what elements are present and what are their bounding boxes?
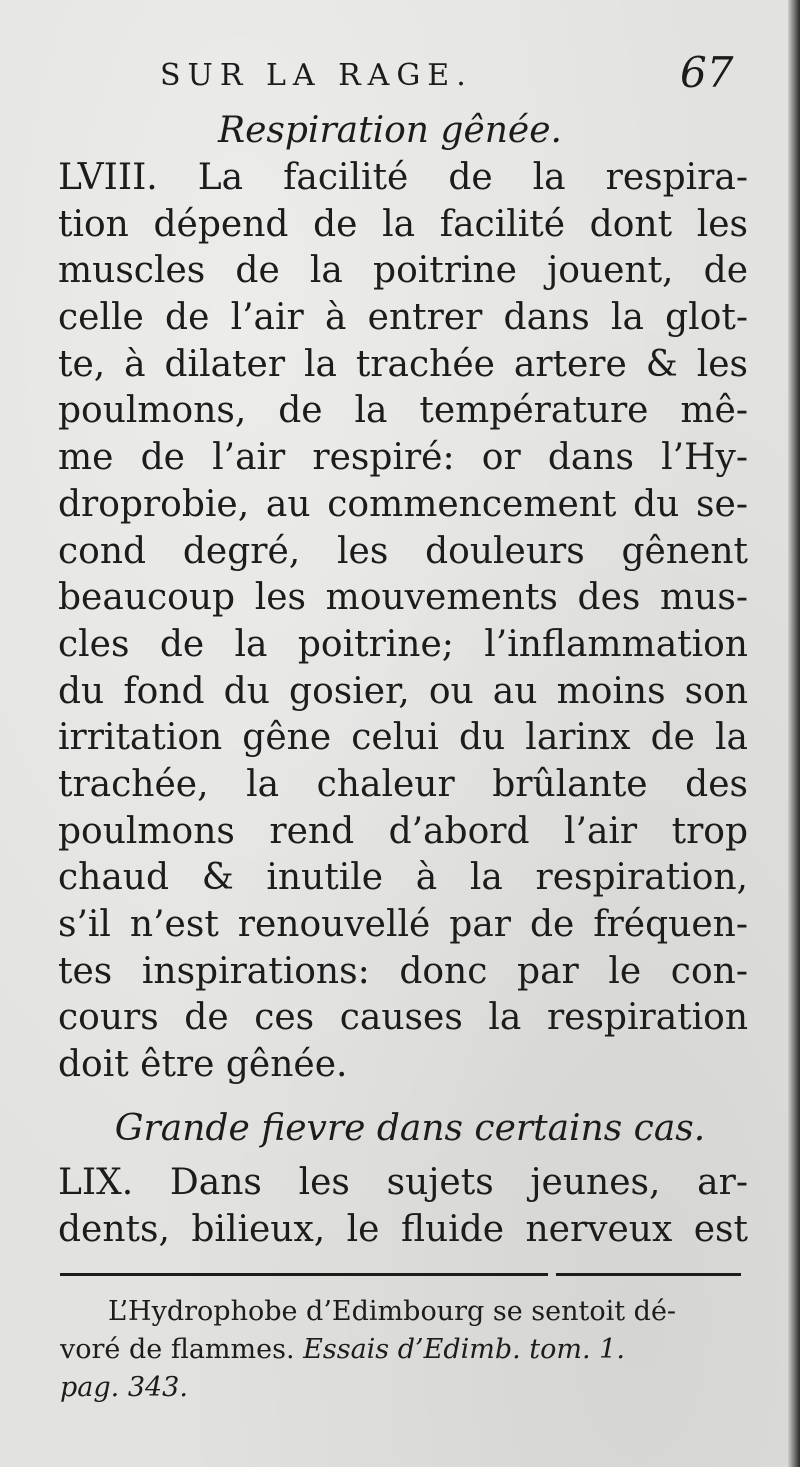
text-line: LIX. Dans les sujets jeunes, ar- xyxy=(58,1162,748,1203)
footnote-line xyxy=(60,1331,750,1369)
footnote-page-ref: pag. 343. xyxy=(60,1372,188,1403)
footnote-text: voré de flammes. xyxy=(60,1334,295,1365)
footnote-line: L’Hydrophobe d’Edimbourg se sentoit dé- xyxy=(108,1296,677,1327)
text-line: du fond du gosier, ou au moins son xyxy=(58,670,748,712)
text-line: chaud & inutile à la respiration, xyxy=(58,857,748,899)
text-line: poulmons rend d’abord l’air trop xyxy=(58,810,748,852)
text-line: tes inspirations: donc par le con- xyxy=(58,950,748,992)
text-line: poulmons, de la température mê- xyxy=(58,390,748,432)
footnote-citation: Essais d’Edimb. tom. 1. xyxy=(303,1334,625,1365)
text-line: LVIII. La facilité de la respira- xyxy=(58,157,748,198)
text-line: cles de la poitrine; l’inflammation xyxy=(58,623,748,665)
text-line: irritation gêne celui du larinx de la xyxy=(58,717,748,759)
running-title: SUR LA RAGE. xyxy=(160,58,473,93)
text-line: cours de ces causes la respiration xyxy=(58,997,748,1039)
text-line: muscles de la poitrine jouent, de xyxy=(58,250,748,292)
text-line: beaucoup les mouvements des mus- xyxy=(58,577,748,619)
section-heading-respiration: Respiration gênée. xyxy=(218,110,562,151)
text-line: trachée, la chaleur brûlante des xyxy=(58,763,748,805)
text-line: doit être gênée. xyxy=(58,1044,348,1086)
paragraph-lix xyxy=(58,1160,748,1253)
footnote-rule xyxy=(60,1273,548,1276)
text-line: celle de l’air à entrer dans la glot- xyxy=(58,297,748,339)
section-heading-fievre: Grande fievre dans certains cas. xyxy=(114,1108,706,1149)
text-line: droprobie, au commencement du se- xyxy=(58,483,748,525)
text-line: s’il n’est renouvellé par de fréquen- xyxy=(58,904,748,945)
text-line: tion dépend de la facilité dont les xyxy=(58,203,748,245)
footnote xyxy=(60,1293,750,1407)
text-line: te, à dilater la trachée artere & les xyxy=(58,343,748,385)
text-line: cond degré, les douleurs gênent xyxy=(58,530,748,572)
paragraph-lviii xyxy=(58,155,748,1089)
text-line: dents, bilieux, le fluide nerveux est xyxy=(58,1208,748,1250)
footnote-rule xyxy=(556,1273,741,1276)
footnote-line xyxy=(60,1369,750,1407)
page-edge-shadow xyxy=(788,0,800,1467)
page-number: 67 xyxy=(680,48,734,97)
text-line: me de l’air respiré: or dans l’Hy- xyxy=(58,437,748,479)
